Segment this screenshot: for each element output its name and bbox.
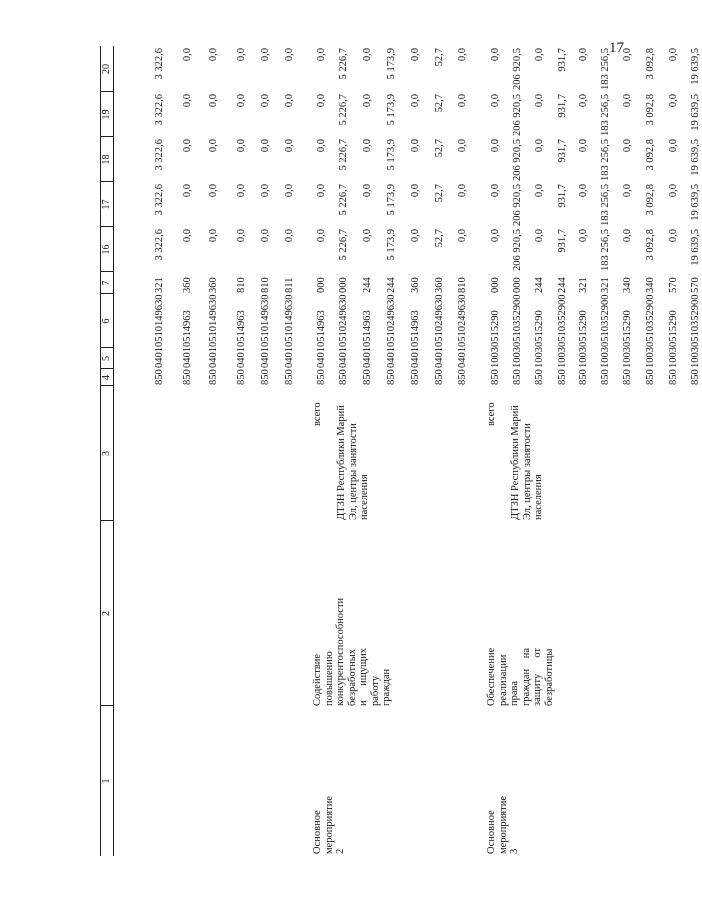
cell-v18: 5 173,9 <box>386 139 397 171</box>
cell-v18: 0,0 <box>284 139 295 153</box>
cell-c7: 244 <box>386 277 397 293</box>
cell-v19: 0,0 <box>362 94 373 108</box>
cell-v18: 3 092,8 <box>645 139 656 171</box>
column-header-2: 2 <box>101 611 112 616</box>
cell-v17: 0,0 <box>182 184 193 198</box>
cell-c5: 0401 <box>284 347 295 368</box>
cell-c7: 000 <box>490 277 501 293</box>
cell-c7: 321 <box>600 277 611 293</box>
header-divider <box>101 293 113 294</box>
cell-v19: 0,0 <box>182 94 193 108</box>
cell-c7: 570 <box>690 277 701 293</box>
table-row <box>645 46 657 856</box>
table-row <box>410 46 422 856</box>
cell-c7: 570 <box>668 277 679 293</box>
cell-c7: 321 <box>578 277 589 293</box>
cell-c6: 0510352900 <box>600 294 611 347</box>
cell-v20: 0,0 <box>260 48 271 62</box>
cell-v20: 19 639,5 <box>690 48 701 85</box>
cell-c5: 0401 <box>457 347 468 368</box>
cell-v17: 0,0 <box>578 184 589 198</box>
cell-v20: 0,0 <box>622 48 633 62</box>
cell-v18: 0,0 <box>316 139 327 153</box>
cell-c4: 850 <box>557 369 568 385</box>
table-row <box>182 46 194 856</box>
cell-v16: 5 173,9 <box>386 229 397 261</box>
column-header-1: 1 <box>101 778 112 784</box>
cell-c4: 850 <box>645 369 656 385</box>
header-divider <box>101 226 113 227</box>
table-row <box>490 46 502 856</box>
header-divider <box>101 368 113 369</box>
cell-v18: 0,0 <box>260 139 271 153</box>
cell-v19: 52,7 <box>434 94 445 113</box>
cell-c4: 850 <box>316 369 327 385</box>
cell-v20: 0,0 <box>236 48 247 62</box>
column-header-17: 17 <box>101 199 112 210</box>
total-label: всего <box>486 402 497 426</box>
cell-c4: 850 <box>512 369 523 385</box>
rotated-budget-table <box>100 46 700 856</box>
cell-v19: 0,0 <box>457 94 468 108</box>
cell-v18: 0,0 <box>490 139 501 153</box>
cell-v19: 0,0 <box>534 94 545 108</box>
header-divider <box>101 347 113 348</box>
cell-v20: 0,0 <box>578 48 589 62</box>
cell-v20: 206 920,5 <box>512 48 523 90</box>
cell-c5: 0401 <box>260 347 271 368</box>
table-row <box>208 46 220 856</box>
cell-c6: 0510352900 <box>557 294 568 347</box>
cell-c6: 0510149630 <box>208 294 219 347</box>
cell-v19: 0,0 <box>578 94 589 108</box>
cell-v20: 0,0 <box>284 48 295 62</box>
cell-v17: 183 256,5 <box>600 184 611 226</box>
cell-c5: 0401 <box>338 347 349 368</box>
cell-v20: 0,0 <box>208 48 219 62</box>
header-divider <box>101 136 113 137</box>
cell-v17: 3 092,8 <box>645 184 656 216</box>
measure-label: Основное мероприятие 3 <box>486 796 520 854</box>
cell-c4: 850 <box>490 369 501 385</box>
cell-c4: 850 <box>622 369 633 385</box>
cell-c4: 850 <box>236 369 247 385</box>
cell-v20: 52,7 <box>434 48 445 67</box>
cell-v16: 183 256,5 <box>600 229 611 271</box>
column-header-18: 18 <box>101 154 112 165</box>
cell-c5: 0401 <box>182 347 193 368</box>
cell-c5: 1003 <box>512 347 523 368</box>
cell-v19: 0,0 <box>622 94 633 108</box>
cell-v17: 931,7 <box>557 184 568 208</box>
cell-c4: 850 <box>386 369 397 385</box>
page-number: 17 <box>609 40 624 56</box>
cell-v17: 0,0 <box>534 184 545 198</box>
header-divider <box>101 271 113 272</box>
responsible-executor: ДТЗН Республики Марий Эл, центры занятости населения <box>510 405 544 520</box>
cell-c4: 850 <box>457 369 468 385</box>
cell-v17: 0,0 <box>260 184 271 198</box>
table-row <box>316 46 328 856</box>
cell-v16: 52,7 <box>434 229 445 248</box>
cell-v16: 5 226,7 <box>338 229 349 261</box>
cell-v17: 3 322,6 <box>154 184 165 216</box>
cell-v16: 931,7 <box>557 229 568 253</box>
column-header-3: 3 <box>101 451 112 456</box>
cell-v16: 0,0 <box>490 229 501 243</box>
cell-v19: 0,0 <box>208 94 219 108</box>
table-row <box>386 46 398 856</box>
cell-v19: 0,0 <box>410 94 421 108</box>
cell-c6: 0510149630 <box>260 294 271 347</box>
cell-v19: 5 226,7 <box>338 94 349 126</box>
cell-v19: 0,0 <box>236 94 247 108</box>
cell-c4: 850 <box>690 369 701 385</box>
cell-c4: 850 <box>434 369 445 385</box>
cell-v17: 5 173,9 <box>386 184 397 216</box>
cell-c4: 850 <box>668 369 679 385</box>
cell-v20: 0,0 <box>668 48 679 62</box>
cell-v18: 206 920,5 <box>512 139 523 181</box>
cell-c7: 000 <box>338 277 349 293</box>
column-header-16: 16 <box>101 244 112 255</box>
total-label: всего <box>312 402 323 426</box>
cell-c4: 850 <box>362 369 373 385</box>
cell-v16: 0,0 <box>410 229 421 243</box>
cell-c7: 360 <box>434 277 445 293</box>
cell-v17: 0,0 <box>208 184 219 198</box>
cell-c4: 850 <box>284 369 295 385</box>
cell-v16: 0,0 <box>260 229 271 243</box>
cell-v17: 0,0 <box>362 184 373 198</box>
cell-v18: 0,0 <box>622 139 633 153</box>
cell-v18: 0,0 <box>362 139 373 153</box>
cell-v19: 5 173,9 <box>386 94 397 126</box>
cell-v20: 3 322,6 <box>154 48 165 80</box>
cell-v17: 5 226,7 <box>338 184 349 216</box>
cell-v20: 5 226,7 <box>338 48 349 80</box>
measure-description: Обеспечение реализации права граждан на защиту от безработицы <box>486 647 555 706</box>
cell-c5: 0401 <box>410 347 421 368</box>
cell-v17: 0,0 <box>316 184 327 198</box>
cell-v20: 0,0 <box>457 48 468 62</box>
cell-c5: 1003 <box>690 347 701 368</box>
cell-v16: 206 920,5 <box>512 229 523 271</box>
cell-c7: 244 <box>534 277 545 293</box>
cell-c7: 360 <box>208 277 219 293</box>
cell-c7: 810 <box>236 277 247 293</box>
cell-v18: 0,0 <box>578 139 589 153</box>
responsible-executor: ДТЗН Республики Марий Эл, центры занятости населения <box>336 405 370 520</box>
measure-description: Содействие повышению конкурентоспособности безработных и ищущих работу граждан <box>312 597 392 706</box>
table-row <box>578 46 590 856</box>
cell-c7: 000 <box>512 277 523 293</box>
cell-v17: 52,7 <box>434 184 445 203</box>
cell-c4: 850 <box>154 369 165 385</box>
cell-v18: 0,0 <box>410 139 421 153</box>
cell-v20: 0,0 <box>410 48 421 62</box>
cell-c5: 1003 <box>534 347 545 368</box>
table-row <box>622 46 634 856</box>
cell-c6: 0510249630 <box>386 294 397 347</box>
cell-c5: 1003 <box>490 347 501 368</box>
cell-v19: 0,0 <box>316 94 327 108</box>
cell-c6: 0515290 <box>534 310 545 347</box>
cell-v16: 3 092,8 <box>645 229 656 261</box>
cell-v19: 3 322,6 <box>154 94 165 126</box>
cell-v18: 0,0 <box>668 139 679 153</box>
cell-v20: 3 092,8 <box>645 48 656 80</box>
measure-label: Основное мероприятие 2 <box>312 796 346 854</box>
column-header-20: 20 <box>101 64 112 74</box>
cell-c6: 0515290 <box>490 310 501 347</box>
cell-c5: 0401 <box>434 347 445 368</box>
cell-v16: 0,0 <box>534 229 545 243</box>
cell-c6: 0514963 <box>410 310 421 347</box>
cell-c7: 811 <box>284 277 295 293</box>
cell-v16: 0,0 <box>362 229 373 243</box>
cell-c6: 0510352900 <box>645 294 656 347</box>
header-divider <box>101 91 113 92</box>
column-header-19: 19 <box>101 109 112 120</box>
cell-v18: 0,0 <box>534 139 545 153</box>
cell-c7: 360 <box>410 277 421 293</box>
cell-v16: 0,0 <box>182 229 193 243</box>
cell-c7: 321 <box>154 277 165 293</box>
cell-v20: 0,0 <box>362 48 373 62</box>
cell-v18: 931,7 <box>557 139 568 163</box>
cell-v20: 0,0 <box>534 48 545 62</box>
cell-c4: 850 <box>534 369 545 385</box>
cell-v16: 0,0 <box>284 229 295 243</box>
cell-c7: 810 <box>260 277 271 293</box>
cell-v16: 0,0 <box>457 229 468 243</box>
column-header-4: 4 <box>101 375 112 380</box>
cell-v16: 0,0 <box>208 229 219 243</box>
cell-v16: 0,0 <box>316 229 327 243</box>
table-row <box>284 46 296 856</box>
cell-c6: 0510249630 <box>434 294 445 347</box>
cell-v17: 0,0 <box>490 184 501 198</box>
cell-v20: 0,0 <box>182 48 193 62</box>
cell-v16: 0,0 <box>236 229 247 243</box>
table-row <box>600 46 612 856</box>
cell-c7: 244 <box>557 277 568 293</box>
cell-v20: 0,0 <box>316 48 327 62</box>
cell-c4: 850 <box>260 369 271 385</box>
column-header-6: 6 <box>101 318 112 324</box>
cell-c5: 0401 <box>208 347 219 368</box>
header-divider <box>101 520 113 521</box>
cell-c6: 0510352900 <box>690 294 701 347</box>
cell-v18: 0,0 <box>182 139 193 153</box>
cell-c6: 0510149630 <box>154 294 165 347</box>
cell-v18: 3 322,6 <box>154 139 165 171</box>
table-row <box>557 46 569 856</box>
cell-c7: 340 <box>622 277 633 293</box>
table-row <box>690 46 702 856</box>
cell-v20: 931,7 <box>557 48 568 72</box>
cell-c6: 0514963 <box>316 310 327 347</box>
cell-v17: 0,0 <box>236 184 247 198</box>
cell-c5: 0401 <box>154 347 165 368</box>
cell-v18: 52,7 <box>434 139 445 158</box>
cell-c6: 0510249630 <box>338 294 349 347</box>
cell-c7: 810 <box>457 277 468 293</box>
cell-v16: 19 639,5 <box>690 229 701 266</box>
cell-v18: 0,0 <box>208 139 219 153</box>
cell-v20: 5 173,9 <box>386 48 397 80</box>
table-row <box>668 46 680 856</box>
cell-c7: 244 <box>362 277 373 293</box>
cell-v18: 0,0 <box>236 139 247 153</box>
cell-v18: 5 226,7 <box>338 139 349 171</box>
cell-v18: 19 639,5 <box>690 139 701 176</box>
cell-c5: 0401 <box>316 347 327 368</box>
cell-v17: 0,0 <box>284 184 295 198</box>
cell-c4: 850 <box>578 369 589 385</box>
cell-c7: 360 <box>182 277 193 293</box>
table-row <box>236 46 248 856</box>
cell-c6: 0515290 <box>622 310 633 347</box>
table-row <box>434 46 446 856</box>
cell-v20: 0,0 <box>490 48 501 62</box>
cell-v17: 0,0 <box>410 184 421 198</box>
table-header-row <box>100 46 114 856</box>
cell-v17: 19 639,5 <box>690 184 701 221</box>
cell-c5: 1003 <box>578 347 589 368</box>
cell-v19: 0,0 <box>490 94 501 108</box>
cell-v20: 183 256,5 <box>600 48 611 90</box>
cell-c5: 0401 <box>386 347 397 368</box>
cell-c7: 340 <box>645 277 656 293</box>
cell-c6: 0510149630 <box>284 294 295 347</box>
cell-c4: 850 <box>600 369 611 385</box>
cell-c7: 000 <box>316 277 327 293</box>
header-divider <box>101 385 113 386</box>
cell-v16: 0,0 <box>668 229 679 243</box>
cell-v19: 19 639,5 <box>690 94 701 131</box>
cell-v16: 3 322,6 <box>154 229 165 261</box>
cell-c6: 0514963 <box>362 310 373 347</box>
cell-c6: 0515290 <box>578 310 589 347</box>
cell-v18: 183 256,5 <box>600 139 611 181</box>
cell-v19: 931,7 <box>557 94 568 118</box>
cell-c5: 0401 <box>236 347 247 368</box>
cell-c5: 1003 <box>600 347 611 368</box>
cell-v17: 0,0 <box>622 184 633 198</box>
cell-v19: 0,0 <box>284 94 295 108</box>
cell-c5: 1003 <box>668 347 679 368</box>
cell-v18: 0,0 <box>457 139 468 153</box>
column-header-5: 5 <box>101 356 112 361</box>
table-row <box>260 46 272 856</box>
cell-c6: 0514963 <box>236 310 247 347</box>
cell-c6: 0510249630 <box>457 294 468 347</box>
cell-c5: 0401 <box>362 347 373 368</box>
table-row <box>154 46 166 856</box>
cell-c4: 850 <box>410 369 421 385</box>
cell-v16: 0,0 <box>622 229 633 243</box>
cell-v19: 183 256,5 <box>600 94 611 136</box>
cell-c6: 0514963 <box>182 310 193 347</box>
cell-v19: 206 920,5 <box>512 94 523 136</box>
cell-v17: 206 920,5 <box>512 184 523 226</box>
cell-c4: 850 <box>182 369 193 385</box>
cell-c5: 1003 <box>645 347 656 368</box>
cell-v19: 0,0 <box>260 94 271 108</box>
table-row <box>457 46 469 856</box>
cell-v16: 0,0 <box>578 229 589 243</box>
header-divider <box>101 705 113 706</box>
cell-v19: 0,0 <box>668 94 679 108</box>
cell-c4: 850 <box>208 369 219 385</box>
cell-c5: 1003 <box>557 347 568 368</box>
cell-c4: 850 <box>338 369 349 385</box>
cell-v19: 3 092,8 <box>645 94 656 126</box>
cell-c5: 1003 <box>622 347 633 368</box>
column-header-7: 7 <box>101 280 112 286</box>
cell-c6: 0510352900 <box>512 294 523 347</box>
cell-v17: 0,0 <box>668 184 679 198</box>
cell-c6: 0515290 <box>668 310 679 347</box>
cell-v17: 0,0 <box>457 184 468 198</box>
header-divider <box>101 181 113 182</box>
